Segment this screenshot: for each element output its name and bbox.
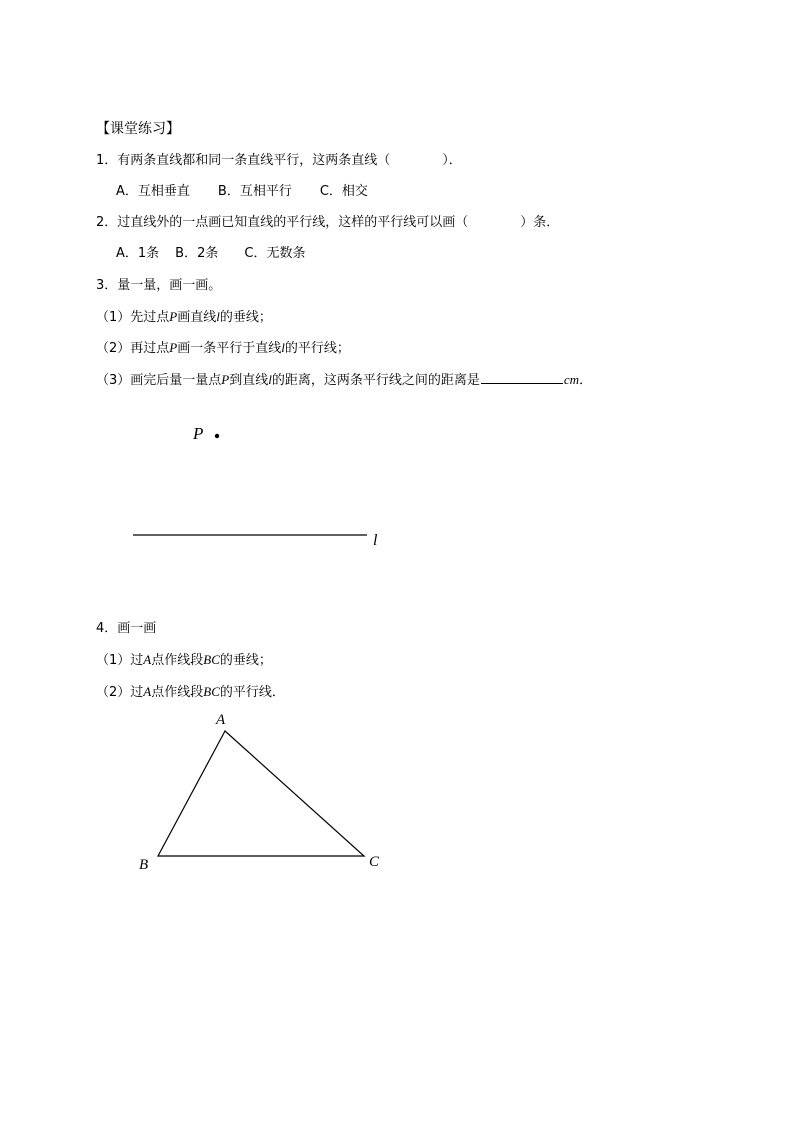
- q2-stem-end: ）条．: [520, 215, 560, 230]
- question-3-sub-3: [96, 371, 592, 389]
- vertex-a-label: A: [216, 712, 226, 728]
- question-2-options: [116, 246, 305, 262]
- q3-s2-line: l: [281, 340, 285, 355]
- q1-stem-end: ）．: [442, 153, 462, 168]
- question-4-sub-1: [96, 652, 272, 669]
- question-4-sub-2: [96, 684, 285, 701]
- q4-s1-mid: 点作线段: [151, 653, 204, 668]
- q2-option-c: C．无数条: [244, 246, 306, 261]
- vertex-b-label: B: [139, 857, 149, 873]
- q4-s1-segment: BC: [203, 652, 220, 667]
- q3-s2-mid: 画一条平行于直线: [177, 341, 282, 356]
- q3-s1-point: P: [169, 309, 178, 324]
- q3-s1-pre: （1）先过点: [96, 310, 170, 325]
- q4-s2-segment: BC: [203, 684, 220, 699]
- question-1-stem: [96, 153, 462, 169]
- q2-option-a: A．1条: [116, 246, 160, 261]
- q4-s2-mid: 点作线段: [151, 685, 204, 700]
- q2-stem-text: 2．过直线外的一点画已知直线的平行线，这样的平行线可以画（: [96, 215, 469, 230]
- q3-s2-post: 的平行线；: [284, 341, 350, 356]
- question-3-sub-2: [96, 340, 350, 357]
- q3-s2-pre: （2）再过点: [96, 341, 170, 356]
- section-title: 【课堂练习】: [96, 121, 180, 137]
- q3-s3-mid: 到直线: [229, 373, 269, 388]
- q3-s2-point: P: [169, 340, 178, 355]
- q4-s1-vertex: A: [143, 652, 152, 667]
- question-3-stem: 3．量一量，画一画。: [96, 278, 222, 293]
- q4-s2-post: 的平行线．: [219, 685, 285, 700]
- q1-option-b: B．互相平行: [217, 184, 292, 199]
- q3-s3-post: 的距离，这两条平行线之间的距离是: [271, 373, 480, 388]
- q3-line-label: l: [373, 532, 378, 549]
- q4-s1-post: 的垂线；: [219, 653, 272, 668]
- q1-option-c: C．相交: [319, 184, 368, 199]
- q1-stem-text: 1．有两条直线都和同一条直线平行，这两条直线（: [96, 153, 391, 168]
- q3-s3-point: P: [221, 372, 230, 387]
- vertex-c-label: C: [369, 854, 380, 870]
- question-3-sub-1: [96, 309, 272, 326]
- q3-s1-mid: 画直线: [177, 310, 217, 325]
- question-1-options: [116, 184, 368, 200]
- q4-s2-pre: （2）过: [96, 685, 144, 700]
- q3-s3-pre: （3）画完后量一量点: [96, 373, 222, 388]
- q1-option-a: A．互相垂直: [116, 184, 190, 199]
- triangle-abc: [158, 731, 364, 856]
- q4-s1-pre: （1）过: [96, 653, 144, 668]
- q4-s2-vertex: A: [143, 684, 152, 699]
- point-p: [215, 434, 219, 438]
- q3-s3-end: ．: [579, 373, 593, 388]
- q3-s1-line: l: [216, 309, 220, 324]
- answer-blank[interactable]: [481, 371, 563, 384]
- q2-option-b: B．2条: [175, 246, 219, 261]
- q3-s1-post: 的垂线；: [219, 310, 272, 325]
- q3-s3-unit: cm: [563, 372, 580, 387]
- q3-point-label: P: [193, 424, 204, 443]
- question-2-stem: [96, 215, 559, 231]
- q3-s3-line: l: [268, 372, 272, 387]
- question-4-stem: 4．画一画: [96, 621, 157, 636]
